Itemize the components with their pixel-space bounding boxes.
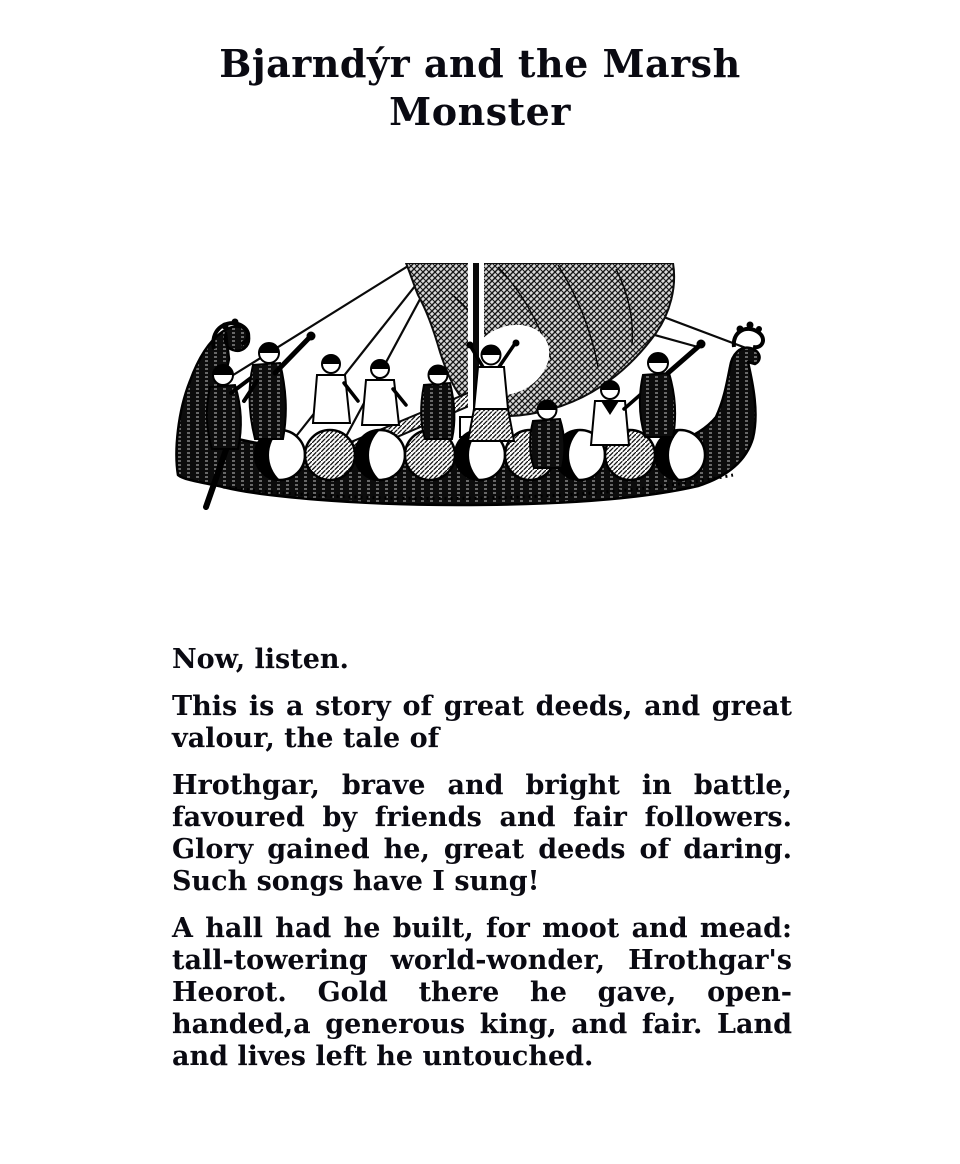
story-paragraph: A hall had he built, for moot and mead: tall-towering world-wonder, Hrothgar's Heorot. Gold there he gave, open-handed,a generous king, and fair. Land and lives left he untouched. xyxy=(172,913,792,1072)
prow-dragon-head-icon xyxy=(733,322,762,348)
shield xyxy=(305,430,355,480)
title-line-1: Bjarndýr and the Marsh xyxy=(219,41,741,86)
crew-figure xyxy=(362,360,406,425)
story-paragraph: Now, listen. xyxy=(172,644,349,675)
crew-figure xyxy=(639,340,705,438)
story-paragraph: This is a story of great deeds, and great valour, the tale of xyxy=(172,691,792,754)
story-text xyxy=(172,644,792,1073)
viking-ship-illustration xyxy=(0,263,960,510)
page-title xyxy=(0,0,960,136)
crew-figure xyxy=(244,332,316,440)
title-line-2: Monster xyxy=(389,89,571,134)
story-paragraph: Hrothgar, brave and bright in battle, favoured by friends and fair followers. Glory gained he, great deeds of daring. Such songs have I sung! xyxy=(172,770,792,897)
